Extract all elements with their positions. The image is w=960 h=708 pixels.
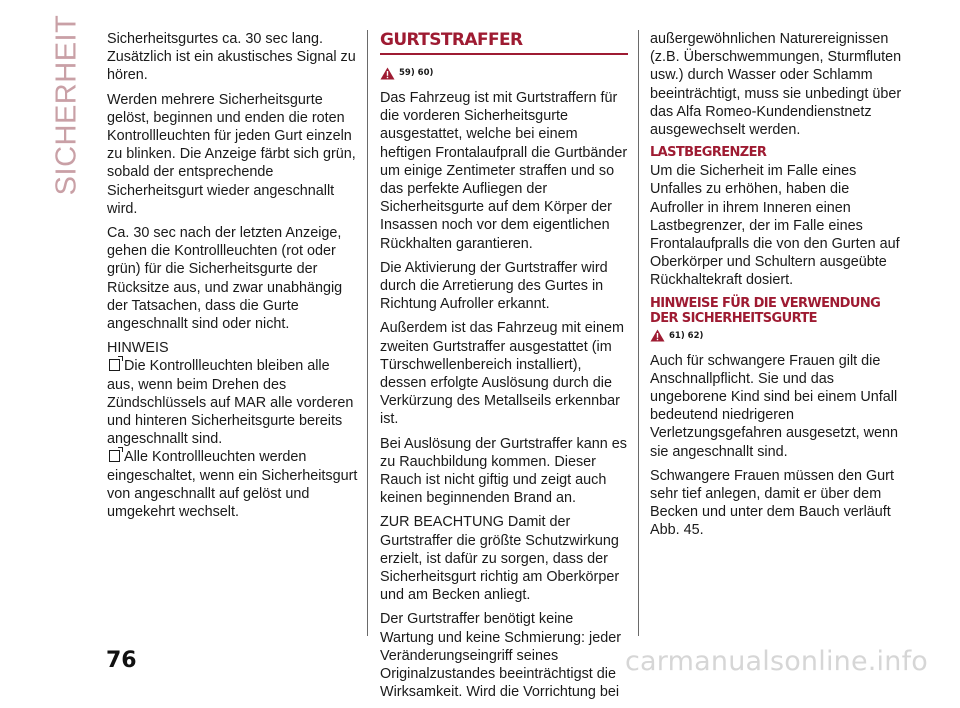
- section-tab: [44, 14, 90, 196]
- paragraph: ZUR BEACHTUNG Damit der Gurtstraffer die größte Schutzwirkung erzielt, ist dafür zu sorgen, dass der Sicherheitsgurt richtig am Oberkörper und am Becken anliegt.: [380, 514, 620, 604]
- note-bullet-icon: [109, 359, 120, 371]
- warning-triangle-icon: [380, 67, 395, 80]
- warning-ref-text: 61) 62): [669, 330, 704, 341]
- note-text: Die Kontrollleuchten bleiben alle aus, wenn beim Drehen des Zündschlüssels auf MAR alle vorderen und hinteren Sicherheitsgurte bereits angeschnallt sind.: [107, 358, 354, 448]
- note-item: [107, 357, 359, 448]
- paragraph: Bei Auslösung der Gurtstraffer kann es zu Rauchbildung kommen. Dieser Rauch ist nicht giftig und zeigt auch keinen beginnenden Brand an.: [380, 435, 627, 507]
- note-item: [107, 448, 359, 521]
- paragraph: Schwangere Frauen müssen den Gurt sehr tief anlegen, damit er über dem Becken und unter dem Bauch verläuft Abb. 45.: [650, 467, 894, 539]
- warning-reference[interactable]: [380, 65, 628, 81]
- warning-reference[interactable]: [650, 328, 902, 344]
- subheading-hinweise: HINWEISE FÜR DIE VERWENDUNG DER SICHERHEITSGURTE: [650, 295, 881, 326]
- warning-triangle-icon: [650, 329, 665, 342]
- note-text: Alle Kontrollleuchten werden eingeschaltet, wenn ein Sicherheitsgurt von angeschnallt auf gelöst und umgekehrt wechselt.: [107, 449, 358, 521]
- paragraph: Der Gurtstraffer benötigt keine Wartung und keine Schmierung: jeder Veränderungseingriff seines Originalzustandes beeinträchtigst die Wirksamkeit. Wird die Vorrichtung bei: [380, 611, 622, 701]
- paragraph: Sicherheitsgurtes ca. 30 sec lang. Zusätzlich ist ein akustisches Signal zu hören.: [107, 31, 356, 84]
- column-middle: [380, 30, 628, 708]
- paragraph: außergewöhnlichen Naturereignissen (z.B. Überschwemmungen, Sturmfluten usw.) durch Wasser oder Schlamm beeinträchtigt, muss sie unbedingt über das Alfa Romeo-Kundendienstnetz ausgewechselt werden.: [650, 31, 902, 139]
- section-tab-label: SICHERHEIT: [50, 14, 83, 196]
- page-number: 76: [106, 648, 137, 673]
- note-bullet-icon: [109, 450, 120, 462]
- note-label: HINWEIS: [107, 340, 169, 357]
- paragraph: Außerdem ist das Fahrzeug mit einem zweiten Gurtstraffer ausgestattet (im Türschwellenbereich installiert), dessen erfolgte Auslösung durch die Verkürzung des Metallseils erkennbar ist.: [380, 320, 624, 428]
- warning-ref-text: 59) 60): [399, 67, 434, 78]
- section-heading: GURTSTRAFFER: [380, 30, 628, 55]
- paragraph: Das Fahrzeug ist mit Gurtstraffern für die vorderen Sicherheitsgurte ausgestattet, welche bei einem heftigen Frontalaufprall die Gurtbänder um einige Zentimeter straffen und so das perfekte Aufliegen der Sicherheitsgurte auf dem Körper der Insassen noch vor dem eigentlichen Rückhalten garantieren.: [380, 90, 628, 252]
- paragraph: Um die Sicherheit im Falle eines Unfalles zu erhöhen, haben die Aufroller in ihrem Inneren einen Lastbegrenzer, der im Falle eines Frontalaufpralls die von den Gurten auf Oberkörper und Schultern ausgeübte Rückhaltekraft dosiert.: [650, 163, 900, 289]
- paragraph: Werden mehrere Sicherheitsgurte gelöst, beginnen und enden die roten Kontrollleuchten für jeden Gurt einzeln zu blinken. Die Anzeige färbt sich grün, sobald der entsprechende Sicherheitsgurt wieder angeschnallt wird.: [107, 91, 356, 217]
- paragraph: Ca. 30 sec nach der letzten Anzeige, gehen die Kontrollleuchten (rot oder grün) für die Sicherheitsgurte der Rücksitze aus, und zwar unabhängig der Tatsachen, dass die Gurte angeschnallt sind oder nicht.: [107, 225, 343, 333]
- paragraph: Die Aktivierung der Gurtstraffer wird durch die Arretierung des Gurtes in Richtung Aufroller erkannt.: [380, 259, 608, 313]
- column-divider: [638, 30, 639, 636]
- subheading-lastbegrenzer: LASTBEGRENZER: [650, 145, 767, 161]
- paragraph: Auch für schwangere Frauen gilt die Anschnallpflicht. Sie und das ungeborene Kind sind bei einem Unfall bedeutend niedrigeren Verletzungsgefahren ausgesetzt, wenn sie angeschnallt sind.: [650, 352, 899, 460]
- column-right: [650, 30, 902, 546]
- column-divider: [367, 30, 368, 636]
- column-left: [107, 30, 359, 521]
- watermark: carmanualsonline.info: [625, 646, 928, 677]
